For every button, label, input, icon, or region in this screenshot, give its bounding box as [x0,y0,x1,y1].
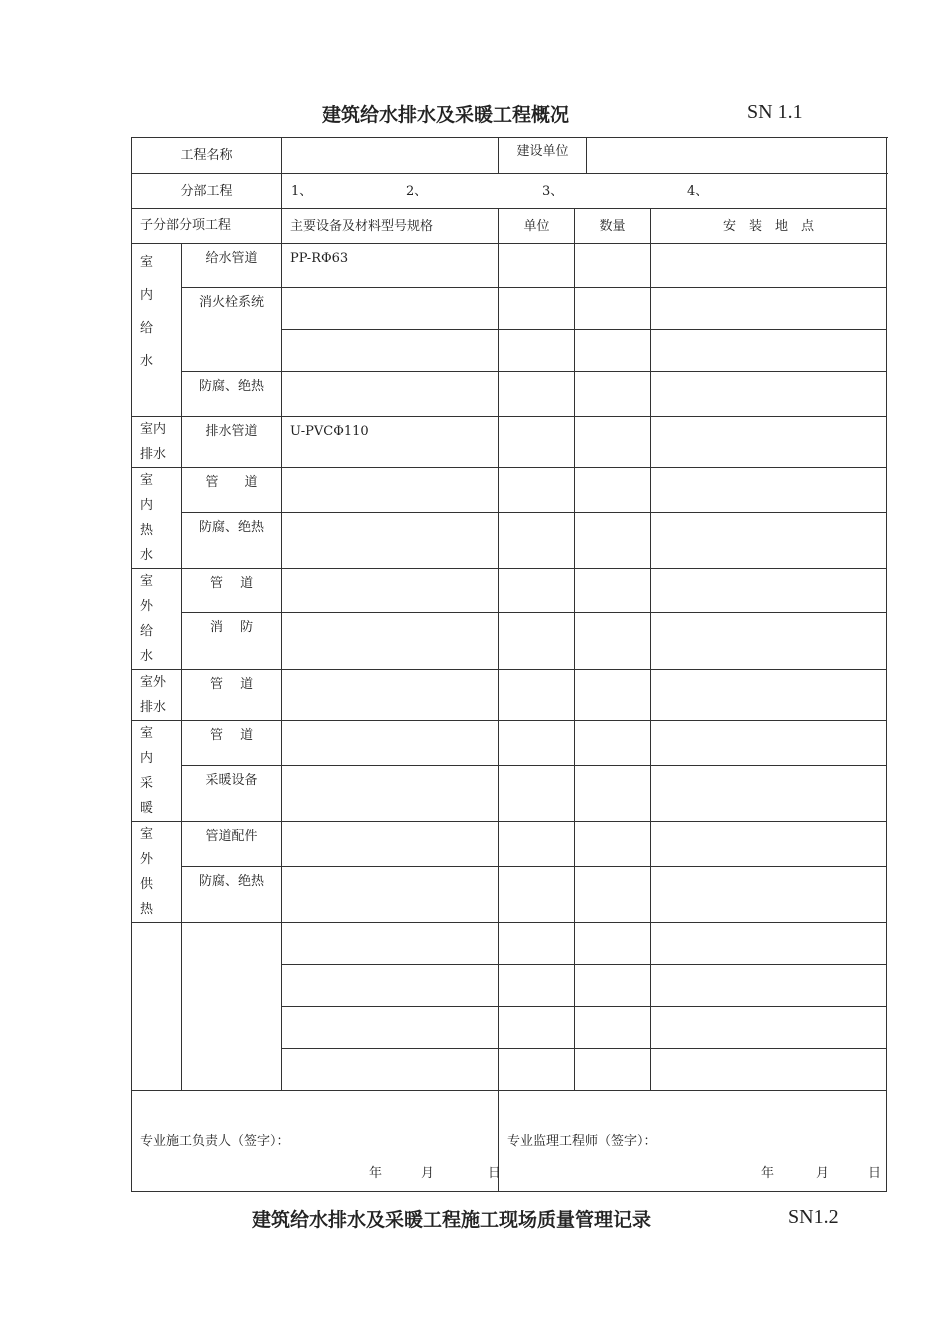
quantity-cell[interactable] [575,867,651,923]
location-cell[interactable] [651,965,887,1007]
quantity-cell[interactable] [575,288,651,330]
supervisor-date [761,1161,886,1186]
quantity-cell[interactable] [575,1049,651,1091]
unit-cell[interactable] [499,244,575,288]
day-label: 日 [868,1166,882,1181]
group-indoor-drainage: 室内 排水 [132,417,182,468]
material-cell[interactable] [282,330,499,372]
item-pipe: 管 道 [182,569,282,613]
item-anticorrosion-insulation: 防腐、绝热 [182,867,282,923]
item-anticorrosion-insulation: 防腐、绝热 [182,513,282,569]
sub-item-3: 3、 [542,184,564,199]
group-outdoor-heat-supply: 室 外 供 热 [132,822,182,923]
material-cell[interactable] [282,923,499,965]
quantity-cell[interactable] [575,330,651,372]
unit-cell[interactable] [499,330,575,372]
sub-project-items[interactable] [282,174,887,209]
location-cell[interactable] [651,330,887,372]
header-material: 主要设备及材料型号规格 [282,209,499,244]
header-sub-item: 子分部分项工程 [132,209,282,244]
sub-item-1: 1、 [291,184,313,199]
material-cell[interactable] [282,1007,499,1049]
material-water-supply-pipe[interactable]: PP-RΦ63 [282,244,499,288]
sub-item-2: 2、 [406,184,428,199]
unit-cell[interactable] [499,965,575,1007]
item-drainage-pipe: 排水管道 [182,417,282,468]
supervisor-signature-box[interactable] [499,1091,887,1192]
month-label: 月 [816,1166,830,1181]
location-cell[interactable] [651,1049,887,1091]
group-indoor-hot-water: 室 内 热 水 [132,468,182,569]
location-cell[interactable] [651,372,887,417]
unit-cell[interactable] [499,417,575,468]
contractor-signature-label: 专业施工负责人（签字）： [140,1134,290,1149]
page-title: 建筑给水排水及采暖工程概况 [322,104,570,126]
quantity-cell[interactable] [575,468,651,513]
overview-table [131,137,887,1192]
quantity-cell[interactable] [575,244,651,288]
item-anticorrosion-insulation: 防腐、绝热 [182,372,282,417]
location-cell[interactable] [651,288,887,330]
location-cell[interactable] [651,721,887,766]
group-indoor-water-supply: 室 内 给 水 [132,244,182,417]
unit-cell[interactable] [499,468,575,513]
item-pipe: 管 道 [182,468,282,513]
item-hydrant-system: 消火栓系统 [182,288,282,372]
quantity-cell[interactable] [575,569,651,613]
location-cell[interactable] [651,613,887,670]
unit-cell[interactable] [499,1007,575,1049]
material-cell[interactable] [282,1049,499,1091]
location-cell[interactable] [651,766,887,822]
location-cell[interactable] [651,244,887,288]
unit-cell[interactable] [499,670,575,721]
location-cell[interactable] [651,468,887,513]
material-cell[interactable] [282,822,499,867]
unit-cell[interactable] [499,372,575,417]
material-cell[interactable] [282,613,499,670]
project-name-field[interactable] [282,138,499,174]
form-code: SN 1.1 [747,101,803,123]
header-quantity: 数量 [575,209,651,244]
material-cell[interactable] [282,670,499,721]
location-cell[interactable] [651,513,887,569]
unit-cell[interactable] [499,721,575,766]
unit-cell[interactable] [499,923,575,965]
year-label: 年 [369,1166,383,1181]
sub-project-label: 分部工程 [132,174,282,209]
location-cell[interactable] [651,822,887,867]
unit-cell[interactable] [499,867,575,923]
location-cell[interactable] [651,569,887,613]
item-fire-protection: 消 防 [182,613,282,670]
unit-cell[interactable] [499,613,575,670]
material-drainage-pipe[interactable]: U-PVCΦ110 [282,417,499,468]
project-name-label: 工程名称 [132,138,282,174]
group-outdoor-drainage: 室外 排水 [132,670,182,721]
sub-item-4: 4、 [687,184,709,199]
unit-cell[interactable] [499,569,575,613]
quantity-cell[interactable] [575,417,651,468]
quantity-cell[interactable] [575,923,651,965]
location-cell[interactable] [651,670,887,721]
supervisor-signature-label: 专业监理工程师（签字）： [507,1134,657,1149]
unit-cell[interactable] [499,766,575,822]
header-location: 安 装 地 点 [651,209,887,244]
unit-cell[interactable] [499,1049,575,1091]
location-cell[interactable] [651,867,887,923]
next-page-title: 建筑给水排水及采暖工程施工现场质量管理记录 [252,1209,652,1231]
year-label: 年 [761,1166,775,1181]
builder-field[interactable] [587,138,886,173]
item-heating-equipment: 采暖设备 [182,766,282,822]
location-cell[interactable] [651,923,887,965]
item-pipe: 管 道 [182,721,282,766]
header-unit: 单位 [499,209,575,244]
material-cell[interactable] [282,288,499,330]
item-water-supply-pipe: 给水管道 [182,244,282,288]
material-cell[interactable] [282,965,499,1007]
quantity-cell[interactable] [575,766,651,822]
quantity-cell[interactable] [575,965,651,1007]
group-outdoor-water-supply: 室 外 给 水 [132,569,182,670]
contractor-signature-box[interactable] [132,1091,502,1192]
quantity-cell[interactable] [575,372,651,417]
material-cell[interactable] [282,569,499,613]
material-cell[interactable] [282,513,499,569]
quantity-cell[interactable] [575,613,651,670]
quantity-cell[interactable] [575,721,651,766]
location-cell[interactable] [651,1007,887,1049]
blank-group-cell[interactable] [132,923,182,1091]
month-label: 月 [421,1166,435,1181]
material-cell[interactable] [282,721,499,766]
material-cell[interactable] [282,372,499,417]
location-cell[interactable] [651,417,887,468]
next-form-code: SN1.2 [788,1206,839,1228]
quantity-cell[interactable] [575,1007,651,1049]
material-cell[interactable] [282,468,499,513]
quantity-cell[interactable] [575,822,651,867]
quantity-cell[interactable] [575,670,651,721]
contractor-date [369,1161,502,1186]
group-indoor-heating: 室 内 采 暖 [132,721,182,822]
material-cell[interactable] [282,867,499,923]
blank-item-cell[interactable] [182,923,282,1091]
day-label: 日 [488,1166,502,1181]
quantity-cell[interactable] [575,513,651,569]
unit-cell[interactable] [499,513,575,569]
unit-cell[interactable] [499,288,575,330]
unit-cell[interactable] [499,822,575,867]
builder-label: 建设单位 [499,138,587,173]
item-pipe: 管 道 [182,670,282,721]
material-cell[interactable] [282,766,499,822]
item-pipe-fittings: 管道配件 [182,822,282,867]
